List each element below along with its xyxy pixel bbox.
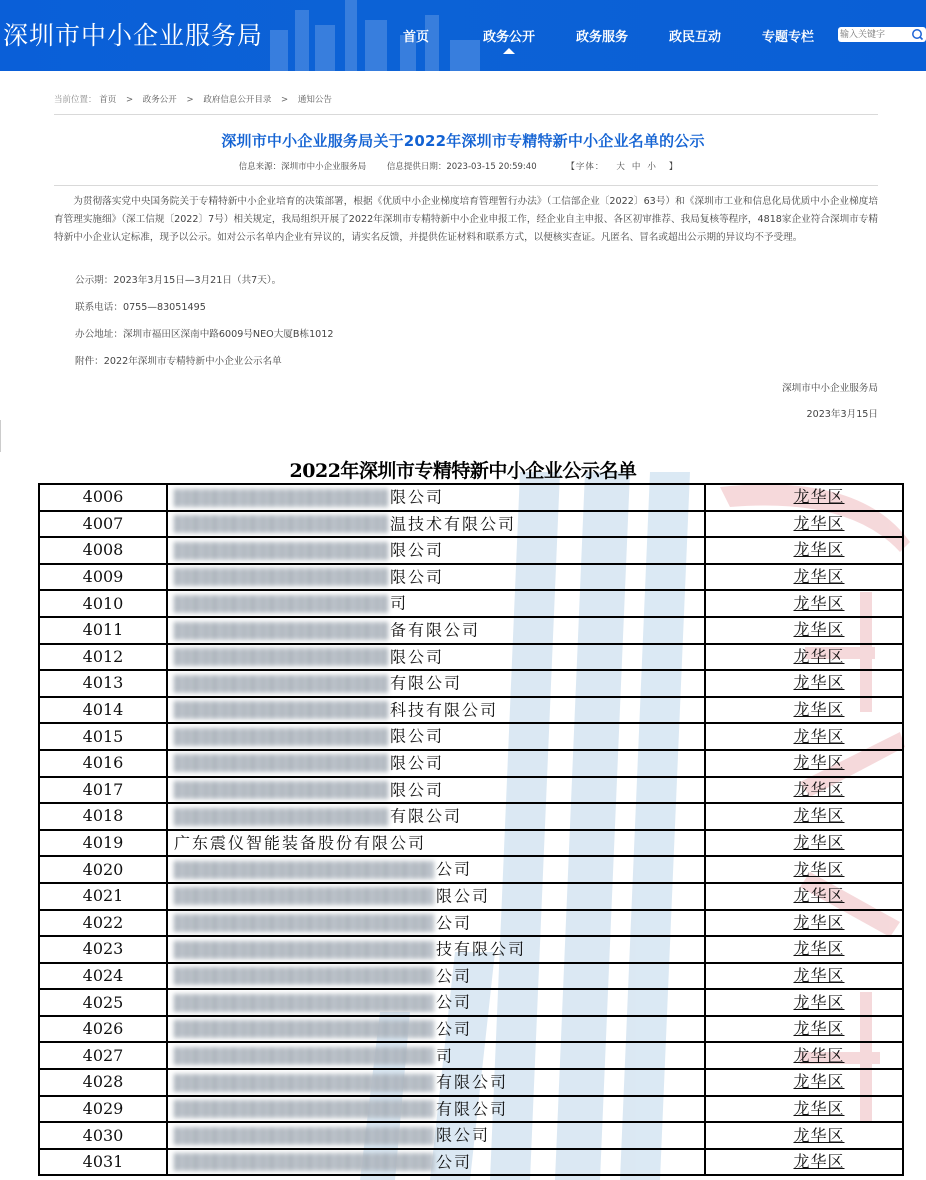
company-name-text: 技有限公司	[436, 939, 527, 959]
company-name-text: 限公司	[436, 886, 491, 906]
table-row	[39, 511, 903, 538]
district-text: 龙华区	[793, 886, 845, 906]
nav-government-services-label: 政务服务	[576, 30, 629, 45]
company-name-cell	[167, 856, 705, 883]
redacted-name-blur	[174, 967, 434, 985]
redacted-name-blur	[174, 941, 434, 959]
company-name-cell	[167, 617, 705, 644]
district-text: 龙华区	[793, 1125, 845, 1145]
district-text: 龙华区	[793, 620, 845, 640]
district-cell	[705, 511, 903, 538]
district-text: 龙华区	[793, 673, 845, 693]
table-row	[39, 1016, 903, 1043]
table-row	[39, 564, 903, 591]
district-cell	[705, 1042, 903, 1069]
company-name-cell	[167, 803, 705, 830]
district-cell	[705, 910, 903, 937]
table-row	[39, 883, 903, 910]
nav-government-affairs-open-label: 政务公开	[483, 30, 536, 45]
company-name-cell	[167, 777, 705, 804]
district-cell	[705, 750, 903, 777]
site-title[interactable]: 深圳市中小企业服务局	[3, 21, 264, 50]
breadcrumb-separator: >	[125, 95, 134, 105]
company-name-text: 公司	[436, 966, 473, 986]
district-text: 龙华区	[793, 1019, 845, 1039]
district-text: 龙华区	[793, 833, 845, 853]
company-name-cell	[167, 1122, 705, 1149]
district-cell	[705, 856, 903, 883]
company-name-text: 司	[436, 1046, 455, 1066]
company-name-text: 有限公司	[390, 806, 463, 826]
table-row	[39, 856, 903, 883]
font-size-switcher	[557, 162, 687, 172]
company-name-cell	[167, 936, 705, 963]
table-row	[39, 989, 903, 1016]
redacted-name-blur	[174, 781, 388, 799]
table-row	[39, 537, 903, 564]
content-edge	[0, 420, 1, 454]
district-text: 龙华区	[793, 726, 845, 746]
district-cell	[705, 564, 903, 591]
row-number: 4024	[39, 963, 167, 990]
district-text: 龙华区	[793, 700, 845, 720]
district-text: 龙华区	[793, 1152, 845, 1172]
redacted-name-blur	[174, 675, 388, 693]
table-row	[39, 1069, 903, 1096]
company-name-cell	[167, 723, 705, 750]
office-address: 办公地址：深圳市福田区深南中路6009号NEO大厦B栋1012	[75, 329, 334, 340]
district-text: 龙华区	[793, 540, 845, 560]
table-row	[39, 1149, 903, 1176]
row-number: 4013	[39, 670, 167, 697]
row-number: 4028	[39, 1069, 167, 1096]
font-size-medium[interactable]: 中	[631, 162, 642, 172]
company-name-cell	[167, 1149, 705, 1176]
breadcrumb-government-affairs-open[interactable]: 政务公开	[142, 95, 177, 105]
district-cell	[705, 777, 903, 804]
table-row	[39, 484, 903, 511]
district-text: 龙华区	[793, 965, 845, 985]
company-name-text: 公司	[436, 859, 473, 879]
company-name-text: 广东震仪智能装备股份有限公司	[174, 833, 427, 853]
company-name-cell	[167, 670, 705, 697]
table-row	[39, 750, 903, 777]
district-cell	[705, 830, 903, 857]
table-row	[39, 1122, 903, 1149]
font-size-label: 【字体：	[566, 162, 605, 172]
list-title: 2022年深圳市专精特新中小企业公示名单	[289, 460, 637, 482]
row-number: 4019	[39, 830, 167, 857]
redacted-name-blur	[174, 994, 434, 1012]
district-text: 龙华区	[793, 859, 845, 879]
table-row	[39, 1096, 903, 1123]
redacted-name-blur	[174, 861, 434, 879]
company-name-cell	[167, 590, 705, 617]
row-number: 4006	[39, 484, 167, 511]
font-size-large[interactable]: 大	[616, 162, 626, 172]
publicity-period: 公示期：2023年3月15日—3月21日（共7天）。	[75, 275, 282, 286]
row-number: 4011	[39, 617, 167, 644]
row-number: 4031	[39, 1149, 167, 1176]
company-name-cell	[167, 644, 705, 671]
company-name-cell	[167, 697, 705, 724]
district-cell	[705, 883, 903, 910]
district-cell	[705, 803, 903, 830]
company-name-text: 限公司	[390, 753, 445, 773]
district-cell	[705, 644, 903, 671]
redacted-name-blur	[174, 887, 434, 905]
redacted-name-blur	[174, 515, 388, 533]
main-nav	[0, 26, 926, 66]
table-row	[39, 777, 903, 804]
district-cell	[705, 1016, 903, 1043]
search-icon[interactable]	[911, 28, 924, 41]
company-name-text: 限公司	[390, 540, 445, 560]
company-name-cell	[167, 484, 705, 511]
company-name-text: 有限公司	[390, 673, 463, 693]
company-name-text: 限公司	[436, 1125, 491, 1145]
attachment-link[interactable]: 附件：2022年深圳市专精特新中小企业公示名单	[75, 356, 282, 367]
district-text: 龙华区	[793, 992, 845, 1012]
breadcrumb-info-catalog[interactable]: 政府信息公开目录	[203, 95, 272, 105]
row-number: 4030	[39, 1122, 167, 1149]
company-name-text: 有限公司	[436, 1099, 509, 1119]
district-text: 龙华区	[793, 487, 845, 507]
row-number: 4017	[39, 777, 167, 804]
company-name-cell	[167, 883, 705, 910]
district-cell	[705, 590, 903, 617]
attachment-list-image	[0, 452, 926, 1180]
nav-public-interaction[interactable]	[669, 26, 721, 45]
district-cell	[705, 1122, 903, 1149]
company-name-cell	[167, 989, 705, 1016]
redacted-name-blur	[174, 728, 388, 746]
district-cell	[705, 1096, 903, 1123]
table-row	[39, 963, 903, 990]
company-name-text: 限公司	[390, 647, 445, 667]
company-name-text: 司	[390, 593, 409, 613]
row-number: 4021	[39, 883, 167, 910]
district-cell	[705, 617, 903, 644]
table-row	[39, 697, 903, 724]
search-input[interactable]	[840, 27, 908, 42]
redacted-name-blur	[174, 595, 388, 613]
font-size-small[interactable]: 小	[647, 162, 657, 172]
breadcrumb-separator: >	[281, 95, 289, 105]
company-name-text: 限公司	[390, 487, 445, 507]
district-cell	[705, 537, 903, 564]
company-name-text: 限公司	[390, 780, 445, 800]
site-header	[0, 0, 926, 71]
row-number: 4029	[39, 1096, 167, 1123]
info-source: 信息来源：深圳市中小企业服务局	[238, 162, 367, 172]
company-name-text: 公司	[436, 1019, 473, 1039]
signature-date: 2023年3月15日	[806, 409, 878, 420]
redacted-name-blur	[174, 622, 388, 640]
company-name-cell	[167, 1042, 705, 1069]
row-number: 4025	[39, 989, 167, 1016]
row-number: 4027	[39, 1042, 167, 1069]
font-size-bracket: 】	[668, 162, 679, 172]
redacted-name-blur	[174, 754, 388, 772]
district-text: 龙华区	[793, 567, 845, 587]
district-cell	[705, 936, 903, 963]
row-number: 4009	[39, 564, 167, 591]
row-number: 4022	[39, 910, 167, 937]
district-cell	[705, 484, 903, 511]
row-number: 4008	[39, 537, 167, 564]
nav-special-topics-label: 专题专栏	[762, 30, 815, 45]
district-text: 龙华区	[793, 513, 845, 533]
table-row	[39, 936, 903, 963]
company-name-cell	[167, 537, 705, 564]
table-row	[39, 617, 903, 644]
table-row	[39, 670, 903, 697]
company-name-cell	[167, 750, 705, 777]
breadcrumb-prefix: 当前位置：	[54, 95, 97, 105]
divider	[54, 185, 878, 186]
district-text: 龙华区	[793, 1098, 845, 1118]
row-number: 4012	[39, 644, 167, 671]
redacted-name-blur	[174, 542, 388, 560]
nav-special-topics[interactable]	[762, 26, 814, 45]
company-name-text: 限公司	[390, 726, 445, 746]
company-name-cell	[167, 564, 705, 591]
redacted-name-blur	[174, 1153, 434, 1171]
table-row	[39, 723, 903, 750]
district-cell	[705, 697, 903, 724]
district-text: 龙华区	[793, 646, 845, 666]
row-number: 4016	[39, 750, 167, 777]
redacted-name-blur	[174, 568, 388, 586]
company-name-text: 公司	[436, 992, 473, 1012]
table-row	[39, 1042, 903, 1069]
redacted-name-blur	[174, 1074, 434, 1092]
company-name-text: 备有限公司	[390, 620, 481, 640]
company-name-cell	[167, 511, 705, 538]
district-cell	[705, 1069, 903, 1096]
breadcrumb-separator: >	[186, 95, 194, 105]
redacted-name-blur	[174, 1127, 434, 1145]
redacted-name-blur	[174, 489, 388, 507]
row-number: 4007	[39, 511, 167, 538]
redacted-name-blur	[174, 1020, 434, 1038]
row-number: 4015	[39, 723, 167, 750]
district-text: 龙华区	[793, 939, 845, 959]
nav-government-affairs-open[interactable]	[483, 26, 535, 45]
company-name-cell	[167, 910, 705, 937]
row-number: 4014	[39, 697, 167, 724]
redacted-name-blur	[174, 1100, 434, 1118]
info-date: 信息提供日期：2023-03-15 20:59:40	[386, 162, 537, 172]
district-text: 龙华区	[793, 1045, 845, 1065]
redacted-name-blur	[174, 914, 434, 932]
signature-org: 深圳市中小企业服务局	[782, 383, 878, 394]
district-cell	[705, 670, 903, 697]
nav-home-label: 首页	[403, 30, 430, 45]
redacted-name-blur	[174, 808, 388, 826]
divider	[54, 114, 878, 115]
company-name-cell	[167, 1016, 705, 1043]
redacted-name-blur	[174, 701, 388, 719]
table-row	[39, 590, 903, 617]
company-name-cell	[167, 963, 705, 990]
breadcrumb-notices[interactable]: 通知公告	[297, 95, 332, 105]
redacted-name-blur	[174, 648, 388, 666]
district-cell	[705, 963, 903, 990]
breadcrumb-home[interactable]: 首页	[99, 95, 117, 105]
district-text: 龙华区	[793, 1072, 845, 1092]
article-title: 深圳市中小企业服务局关于2022年深圳市专精特新中小企业名单的公示	[221, 132, 705, 150]
enterprise-list-body	[39, 484, 903, 1175]
breadcrumb	[54, 93, 332, 105]
active-caret-icon	[503, 48, 515, 54]
nav-public-interaction-label: 政民互动	[669, 30, 722, 45]
company-name-cell	[167, 1069, 705, 1096]
district-cell	[705, 723, 903, 750]
article-meta	[0, 160, 926, 172]
row-number: 4020	[39, 856, 167, 883]
company-name-text: 温技术有限公司	[390, 514, 517, 534]
table-row	[39, 910, 903, 937]
search-box	[838, 27, 926, 42]
row-number: 4023	[39, 936, 167, 963]
district-text: 龙华区	[793, 753, 845, 773]
row-number: 4010	[39, 590, 167, 617]
article-body: 为贯彻落实党中央国务院关于专精特新中小企业培育的决策部署，根据《优质中小企业梯度培育管理暂行办法》（工信部企业〔2022〕63号）和《深圳市工业和信息化局优质中小企业梯度培育管理实施细》（深工信规〔2022〕7号）相关规定，我局组织开展了2022年深圳市专精特新中小企业申报工作，经企业自主申报、各区初审推荐、我局复核等程序，4818家企业符合深圳市专精特新中小企业认定标准，现予以公示。如对公示名单内企业有异议的，请实名反馈，并提供佐证材料和联系方式，以便核实查证。凡匿名、冒名或超出公示期的异议均不予受理。	[54, 196, 878, 243]
district-text: 龙华区	[793, 593, 845, 613]
company-name-cell	[167, 830, 705, 857]
nav-government-services[interactable]	[576, 26, 628, 45]
redacted-name-blur	[174, 1047, 434, 1065]
company-name-text: 有限公司	[436, 1072, 509, 1092]
table-row	[39, 803, 903, 830]
district-text: 龙华区	[793, 779, 845, 799]
company-name-cell	[167, 1096, 705, 1123]
table-row	[39, 830, 903, 857]
company-name-text: 限公司	[390, 567, 445, 587]
company-name-text: 公司	[436, 1152, 473, 1172]
company-name-text: 公司	[436, 913, 473, 933]
district-text: 龙华区	[793, 806, 845, 826]
contact-phone: 联系电话：0755—83051495	[75, 302, 206, 313]
row-number: 4018	[39, 803, 167, 830]
enterprise-list-table	[38, 483, 904, 1176]
district-text: 龙华区	[793, 912, 845, 932]
row-number: 4026	[39, 1016, 167, 1043]
nav-home[interactable]	[403, 26, 429, 45]
district-cell	[705, 1149, 903, 1176]
company-name-text: 科技有限公司	[390, 700, 499, 720]
district-cell	[705, 989, 903, 1016]
table-row	[39, 644, 903, 671]
